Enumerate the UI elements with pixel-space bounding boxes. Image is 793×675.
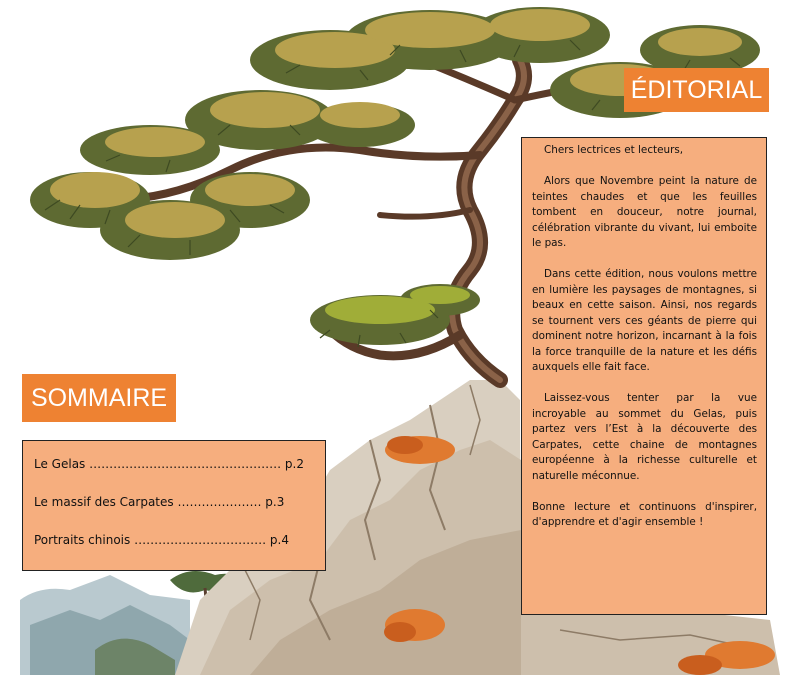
- editorial-closing: Bonne lecture et continuons d'inspirer, d'apprendre et d'agir ensemble !: [532, 500, 757, 528]
- editorial-greeting: Chers lectrices et lecteurs,: [544, 144, 684, 156]
- sommaire-title: SOMMAIRE: [22, 374, 176, 422]
- toc-item-massif-des-carpates[interactable]: Le massif des Carpates ………………… p.3: [34, 495, 285, 509]
- editorial-text-box: [521, 137, 767, 615]
- toc-item-portraits-chinois[interactable]: Portraits chinois …………………………… p.4: [34, 533, 289, 547]
- editorial-paragraph: Alors que Novembre peint la nature de teintes chaudes et que les feuilles tombent en douceur, notre journal, célébration vibrante du vivant, lui emboite le pas.: [532, 175, 757, 249]
- editorial-paragraph: Dans cette édition, nous voulons mettre en lumière les paysages de montagnes, si beaux en cette saison. Ainsi, nos regards se tournent vers ces géants de pierre qui dominent notre horizon, incarnant à la fois la force tranquille de la nature et les défis auxquels elle fait face.: [532, 268, 757, 373]
- editorial-paragraph: Laissez-vous tenter par la vue incroyable au sommet du Gelas, puis partez vers l’Est à la découverte des Carpates, cette chaine de montagnes européenne à la richesse culturelle et naturelle méconnue.: [532, 392, 757, 482]
- table-of-contents: [22, 440, 326, 571]
- toc-item-le-gelas[interactable]: Le Gelas ………………………………………… p.2: [34, 457, 304, 471]
- editorial-title: ÉDITORIAL: [624, 68, 769, 112]
